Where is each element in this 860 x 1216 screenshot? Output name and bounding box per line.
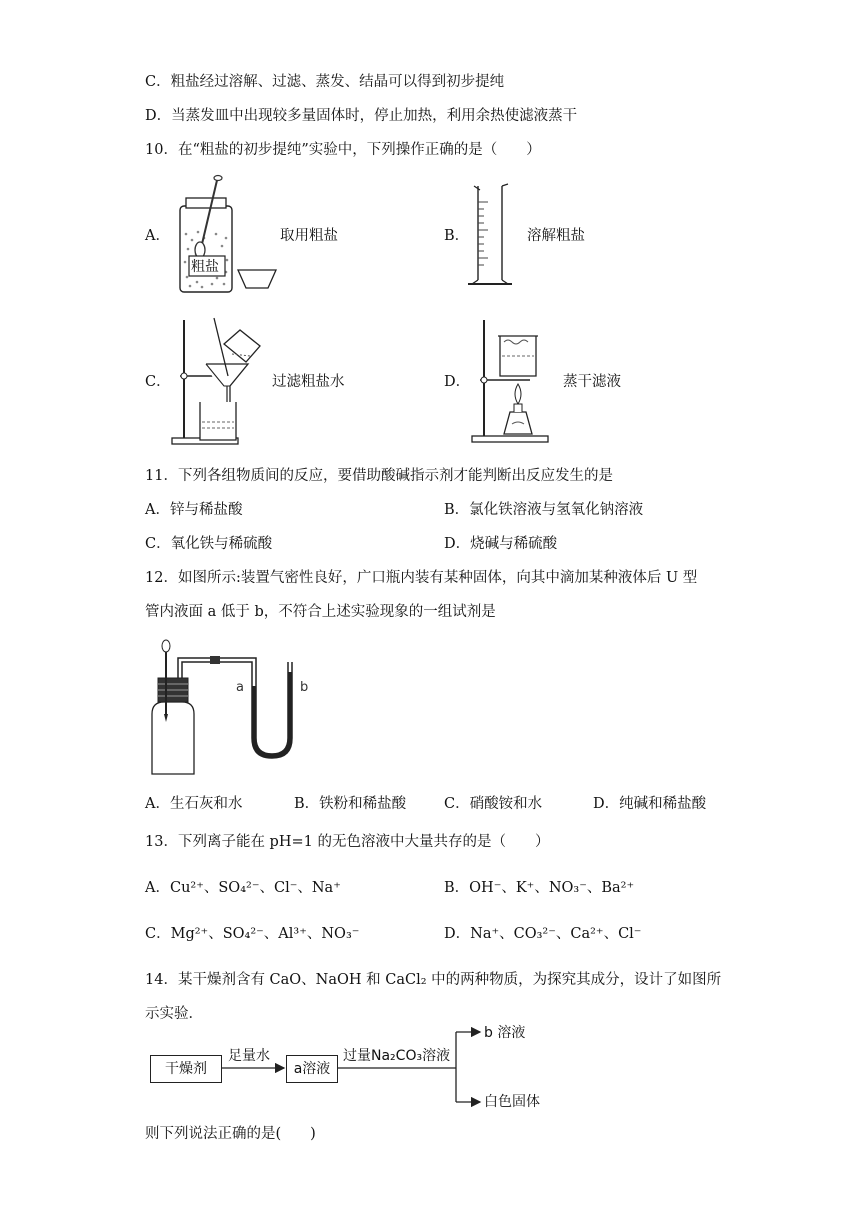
q11-stem: 11．下列各组物质间的反应，要借助酸碱指示剂才能判断出反应发生的是 [145,468,613,484]
q13-option-a: A．Cu²⁺、SO₄²⁻、Cl⁻、Na⁺ [145,880,341,896]
prev-option-d: D．当蒸发皿中出现较多量固体时，停止加热，利用余热使滤液蒸干 [145,108,578,124]
q11-option-c: C．氧化铁与稀硫酸 [145,536,273,552]
q10-stem: 10．在“粗盐的初步提纯”实验中，下列操作正确的是（ ） [145,142,541,158]
q14-stem-line3: 则下列说法正确的是( ) [145,1126,316,1142]
q10-c-caption: 过滤粗盐水 [272,374,345,390]
q13-option-c: C．Mg²⁺、SO₄²⁻、Al³⁺、NO₃⁻ [145,926,360,942]
q13-option-d: D．Na⁺、CO₃²⁻、Ca²⁺、Cl⁻ [444,926,642,942]
q11-option-d: D．烧碱与稀硫酸 [444,536,558,552]
flow-out-white-solid: 白色固体 [484,1094,540,1110]
q12-option-a: A．生石灰和水 [145,796,243,812]
q10-figure-c [170,316,270,446]
q10-a-caption: 取用粗盐 [280,228,338,244]
q11-option-a: A．锌与稀盐酸 [145,502,243,518]
flow-box-a-solution: a溶液 [286,1055,338,1083]
q12-apparatus-figure [148,638,318,778]
flow-box-desiccant: 干燥剂 [150,1055,222,1083]
q12-label-b: b [300,680,309,695]
q14-stem-line2: 示实验． [145,1006,203,1022]
q12-option-c: C．硝酸铵和水 [444,796,543,812]
q13-stem: 13．下列离子能在 pH=1 的无色溶液中大量共存的是（ ） [145,834,550,850]
q12-option-d: D．纯碱和稀盐酸 [593,796,707,812]
q10-figure-a [172,174,282,294]
q10-option-b-label: B． [444,228,470,244]
q12-option-b: B．铁粉和稀盐酸 [294,796,407,812]
q14-stem-line1: 14．某干燥剂含有 CaO、NaOH 和 CaCl₂ 中的两种物质，为探究其成分，设计了如图所 [145,972,722,988]
flow-arrow2-label: 过量Na₂CO₃溶液 [343,1048,451,1064]
prev-option-c: C．粗盐经过溶解、过滤、蒸发、结晶可以得到初步提纯 [145,74,505,90]
q10-option-d-label: D． [444,374,471,390]
q10-a-jar-text: 粗盐 [191,259,219,275]
flow-arrow1-label: 足量水 [228,1048,270,1064]
q10-option-a-label: A． [145,228,170,244]
q12-stem-line1: 12．如图所示:装置气密性良好，广口瓶内装有某种固体，向其中滴加某种液体后 U 型 [145,570,698,586]
q10-d-caption: 蒸干滤液 [563,374,621,390]
flow-arrows [140,1020,480,1120]
q11-option-b: B．氯化铁溶液与氢氧化钠溶液 [444,502,644,518]
q10-figure-d [470,316,560,446]
q13-option-b: B．OH⁻、K⁺、NO₃⁻、Ba²⁺ [444,880,635,896]
q10-option-c-label: C． [145,374,171,390]
q10-figure-b [466,182,526,292]
q12-stem-line2: 管内液面 a 低于 b，不符合上述实验现象的一组试剂是 [145,604,496,620]
q10-b-caption: 溶解粗盐 [527,228,585,244]
q12-label-a: a [236,680,244,695]
flow-out-b-solution: b 溶液 [484,1025,526,1041]
